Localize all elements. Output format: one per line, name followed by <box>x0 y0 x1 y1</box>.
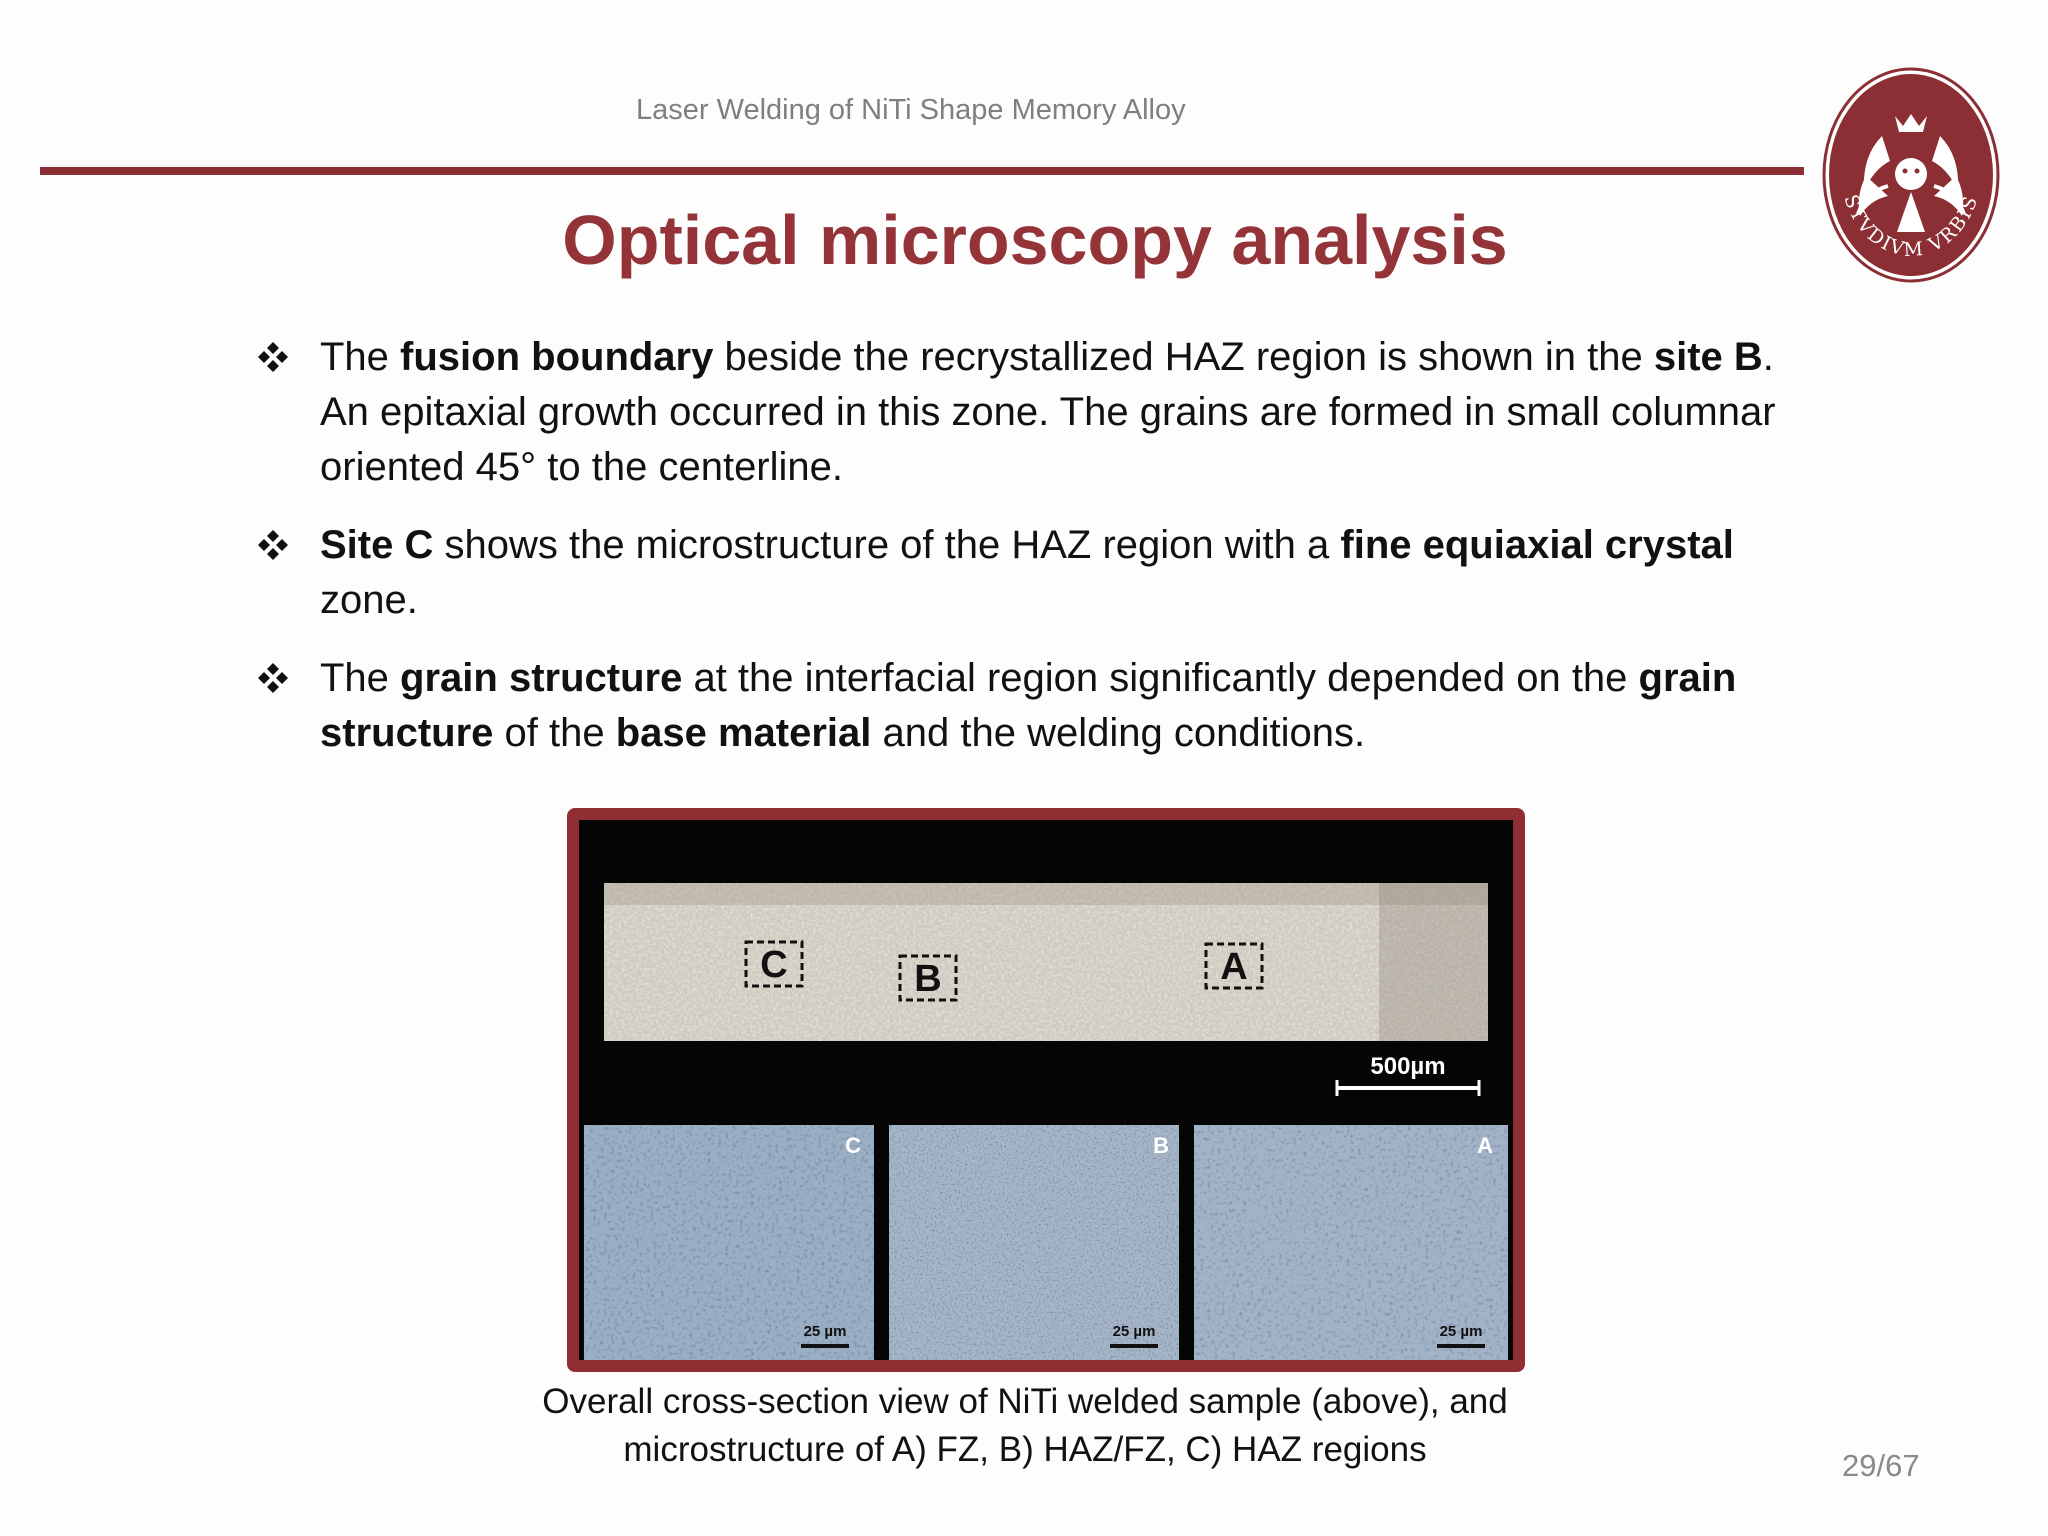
panel-label-a: A <box>1477 1133 1493 1158</box>
figure-caption: Overall cross-section view of NiTi welded sample (above), and microstructure of A) FZ, B) HAZ/FZ, C) HAZ regions <box>542 1382 1508 1469</box>
bullet-text <box>320 335 1776 489</box>
bullet-segment: at the interfacial region significantly depended on the <box>682 656 1639 700</box>
panel-scale-b: 25 µm <box>1112 1323 1156 1340</box>
bullet-bold-text: Site C <box>320 523 434 567</box>
panel-scale-a: 25 µm <box>1439 1323 1483 1340</box>
panel-scale-c: 25 µm <box>803 1323 847 1340</box>
bullet-segment: beside the recrystallized HAZ region is shown in the <box>713 335 1654 379</box>
micrograph-panel-b <box>889 1125 1179 1360</box>
slide-title: Optical microscopy analysis <box>562 201 1508 279</box>
bullet-segment: The <box>320 335 401 379</box>
site-label-c: C <box>760 944 788 986</box>
header-title: Laser Welding of NiTi Shape Memory Alloy <box>636 94 1186 126</box>
site-label-a: A <box>1220 946 1248 988</box>
bullet-segment: . An epitaxial growth occurred in this zone. The grains are formed in small columnar oriented 45° to the centerline. <box>320 335 1776 489</box>
micrograph-figure <box>567 808 1525 1372</box>
bullet-bold-text: fine equiaxial crystal <box>1340 523 1734 567</box>
micrograph-image <box>579 820 1513 1360</box>
bullet-item <box>256 330 1776 495</box>
bullet-segment: and the welding conditions. <box>871 711 1366 755</box>
header-divider <box>40 167 1804 175</box>
bullet-list <box>256 330 1776 784</box>
scale-bar-main-label: 500µm <box>1370 1053 1446 1080</box>
four-diamond-bullet-icon <box>256 661 290 695</box>
bullet-bold-text: base material <box>615 711 872 755</box>
panel-label-c: C <box>845 1133 861 1158</box>
site-label-b: B <box>914 958 942 1000</box>
micrograph-panel-c <box>584 1125 874 1360</box>
bullet-item <box>256 518 1776 628</box>
bullet-bold-text: grain structure <box>400 656 683 700</box>
scale-bar-main <box>1337 1053 1479 1096</box>
four-diamond-bullet-icon <box>256 528 290 562</box>
bullet-segment: zone. <box>320 578 418 622</box>
page-number: 29/67 <box>1842 1448 1920 1483</box>
bullet-bold-text: grain structure <box>320 656 1737 755</box>
bullet-segment: The <box>320 656 401 700</box>
micrograph-panel-a <box>1194 1125 1508 1360</box>
panel-label-b: B <box>1153 1133 1169 1158</box>
bullet-bold-text: fusion boundary <box>400 335 714 379</box>
bullet-segment: of the <box>493 711 616 755</box>
bullet-segment: shows the microstructure of the HAZ region with a <box>433 523 1341 567</box>
bullet-bold-text: site B <box>1653 335 1763 379</box>
bullet-item <box>256 651 1776 761</box>
four-diamond-bullet-icon <box>256 340 290 374</box>
logo-motto: STVDIVM VRBIS <box>1839 191 1983 262</box>
bullet-text <box>320 656 1736 755</box>
bullet-text <box>320 523 1734 622</box>
